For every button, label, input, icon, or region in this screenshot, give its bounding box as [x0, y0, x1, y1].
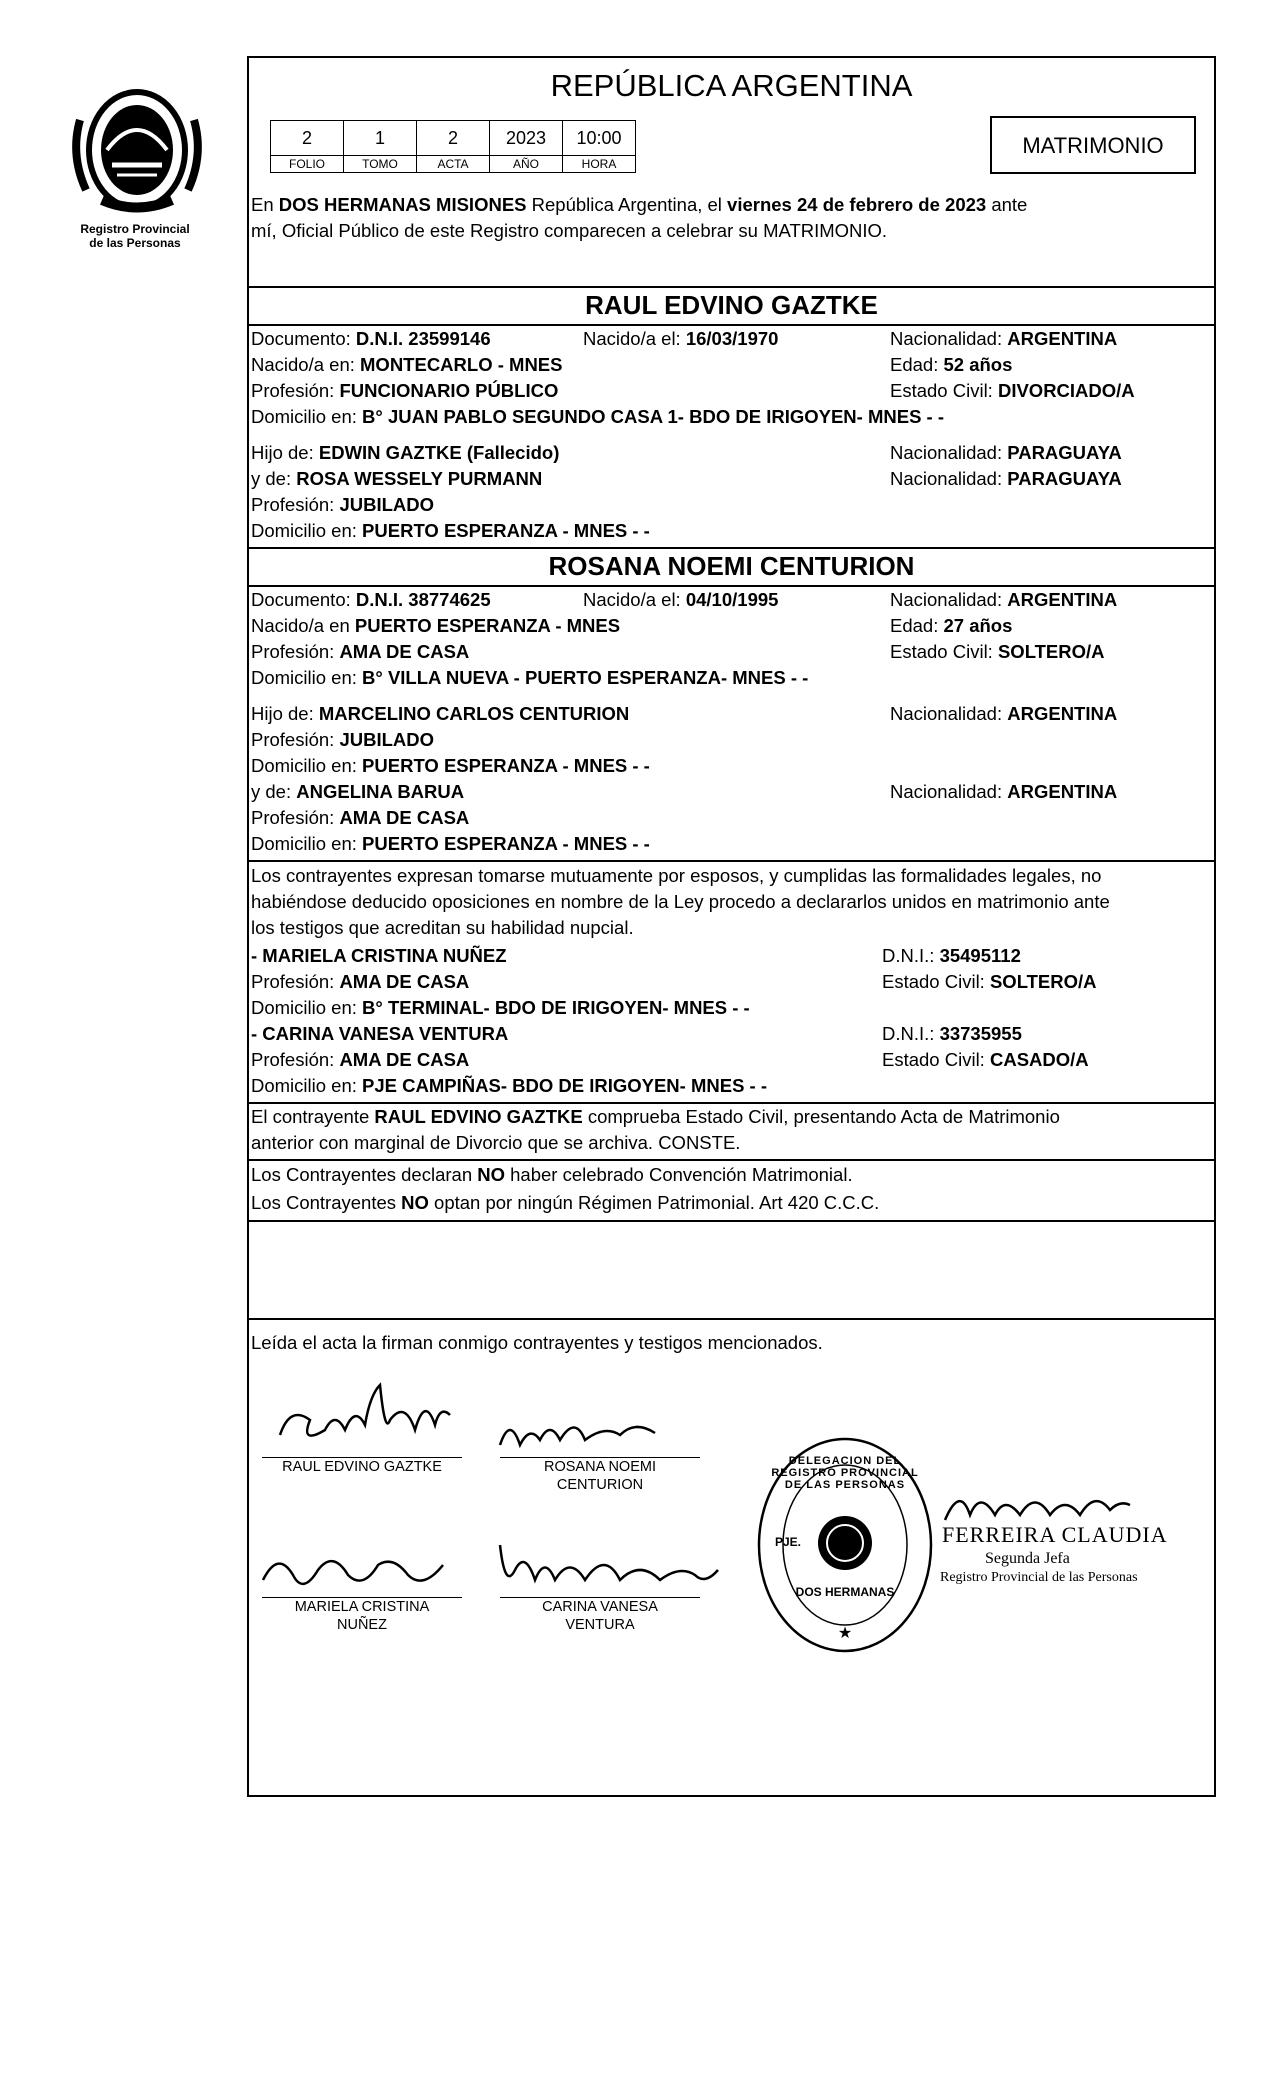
signature-witness1: [262, 1598, 462, 1634]
label: Domicilio en:: [251, 833, 363, 854]
label: y de:: [251, 468, 297, 489]
value: CASADO/A: [989, 1049, 1089, 1070]
intro-text: En: [251, 194, 279, 215]
spouse2-born: [583, 587, 778, 613]
spouse2-mother-address: [251, 831, 650, 857]
label: Estado Civil:: [890, 380, 998, 401]
label: Nacionalidad:: [890, 703, 1008, 724]
label: Domicilio en:: [251, 1075, 363, 1096]
spouse2-father-nationality: [890, 701, 1117, 727]
value: B° JUAN PABLO SEGUNDO CASA 1- BDO DE IRIGOYEN- MNES - -: [362, 406, 945, 427]
label: Profesión:: [251, 380, 340, 401]
tomo-value: 1: [344, 121, 417, 156]
label: Hijo de:: [251, 703, 319, 724]
spouse1-mother: [251, 466, 542, 492]
spouse2-mother-nationality: [890, 779, 1117, 805]
spouse1-profession: [251, 378, 558, 404]
signature-scribble: [495, 1405, 665, 1460]
text: haber celebrado Convención Matrimonial.: [505, 1164, 853, 1185]
value: ARGENTINA: [1007, 781, 1118, 802]
signature-scribble: [490, 1535, 730, 1600]
value: B° TERMINAL- BDO DE IRIGOYEN- MNES - -: [362, 997, 750, 1018]
label: Domicilio en:: [251, 667, 363, 688]
spouse1-father: [251, 440, 559, 466]
text: RAUL EDVINO GAZTKE: [374, 1106, 583, 1127]
label: Domicilio en:: [251, 520, 363, 541]
value: MARCELINO CARLOS CENTURION: [318, 703, 630, 724]
witness-intro-line: Los contrayentes expresan tomarse mutuamente por esposos, y cumplidas las formalidades legales, no: [251, 865, 1102, 886]
spouse2-civil-status: [890, 639, 1105, 665]
value: JUBILADO: [339, 494, 434, 515]
witness2-address: [251, 1073, 767, 1099]
value: FUNCIONARIO PÚBLICO: [339, 380, 559, 401]
spouse1-document: [251, 326, 491, 352]
witness-intro-line: los testigos que acreditan su habilidad nupcial.: [251, 917, 634, 938]
spouse1-mother-nationality: [890, 466, 1122, 492]
label: D.N.I.:: [882, 945, 940, 966]
signature-spouse1: RAUL EDVINO GAZTKE: [282, 1459, 442, 1475]
spouse2-nationality: [890, 587, 1117, 613]
logo-caption: [55, 222, 215, 250]
signature-name-line: CENTURION: [556, 1477, 644, 1493]
signature-spouse2: [500, 1458, 700, 1494]
acta-label: ACTA: [417, 156, 490, 173]
official-office: Registro Provincial de las Personas: [940, 1570, 1138, 1585]
hour-label: HORA: [563, 156, 636, 173]
spouse2-father: [251, 701, 629, 727]
label: Nacionalidad:: [890, 781, 1008, 802]
note-convention: [251, 1162, 853, 1188]
value: PUERTO ESPERANZA - MNES - -: [362, 520, 650, 541]
logo-caption-line2: de las Personas: [89, 236, 181, 250]
spouse2-birthplace: [251, 613, 620, 639]
spouse1-parents-address: [251, 518, 650, 544]
label: Edad:: [890, 615, 944, 636]
signature-name-line: ROSANA NOEMI: [544, 1459, 656, 1475]
logo-caption-line1: Registro Provincial: [80, 222, 190, 236]
spouse2-profession: [251, 639, 469, 665]
label: Nacido/a en: [251, 615, 355, 636]
value: D.N.I. 38774625: [355, 589, 491, 610]
label: Profesión:: [251, 494, 340, 515]
spouse1-address: [251, 404, 944, 430]
label: Nacionalidad:: [890, 442, 1008, 463]
tomo-label: TOMO: [344, 156, 417, 173]
signature-scribble: [270, 1375, 470, 1455]
value: B° VILLA NUEVA - PUERTO ESPERANZA- MNES - -: [362, 667, 809, 688]
value: MONTECARLO - MNES: [360, 354, 563, 375]
stamp-inner-text: PJE.: [775, 1535, 802, 1549]
closing-statement: Leída el acta la firman conmigo contrayentes y testigos mencionados.: [251, 1332, 823, 1353]
spouse2-address: [251, 665, 808, 691]
text: Los Contrayentes: [251, 1192, 402, 1213]
label: Nacido/a el:: [583, 328, 686, 349]
value: ARGENTINA: [1007, 328, 1118, 349]
spouse1-nationality: [890, 326, 1117, 352]
folio-value: 2: [271, 121, 344, 156]
stamp-ring-text: DELEGACION DEL REGISTRO PROVINCIAL DE LAS PERSONAS: [771, 1455, 919, 1491]
witness2-profession: [251, 1047, 469, 1073]
spouse1-birthplace: [251, 352, 562, 378]
value: AMA DE CASA: [339, 1049, 470, 1070]
intro-text: República Argentina, el: [526, 194, 728, 215]
witness-intro-line: habiéndose deducido oposiciones en nombre de la Ley procedo a declararlos unidos en matrimonio ante: [251, 891, 1110, 912]
label: Estado Civil:: [882, 1049, 990, 1070]
witness1-address: [251, 995, 750, 1021]
label: Profesión:: [251, 971, 340, 992]
note-civil-status-line2: anterior con marginal de Divorcio que se archiva. CONSTE.: [251, 1132, 741, 1153]
label: Nacionalidad:: [890, 468, 1008, 489]
value: SOLTERO/A: [997, 641, 1105, 662]
witness2-civil-status: [882, 1047, 1089, 1073]
spouse1-father-nationality: [890, 440, 1122, 466]
witness2-dni: [882, 1021, 1022, 1047]
label: Edad:: [890, 354, 944, 375]
label: Profesión:: [251, 1049, 340, 1070]
value: AMA DE CASA: [339, 807, 470, 828]
value: 16/03/1970: [685, 328, 779, 349]
divider: [247, 1220, 1216, 1222]
spouse2-document: [251, 587, 491, 613]
country-title: REPÚBLICA ARGENTINA: [550, 68, 913, 103]
label: Nacionalidad:: [890, 328, 1008, 349]
value: ARGENTINA: [1007, 589, 1118, 610]
intro-text: ante: [986, 194, 1028, 215]
text: NO: [401, 1192, 429, 1213]
value: 27 años: [943, 615, 1013, 636]
year-label: AÑO: [490, 156, 563, 173]
official-title: Segunda Jefa: [985, 1550, 1070, 1567]
value: PUERTO ESPERANZA - MNES - -: [362, 755, 650, 776]
value: 33735955: [939, 1023, 1022, 1044]
witness1-profession: [251, 969, 469, 995]
divider: [247, 860, 1216, 862]
label: D.N.I.:: [882, 1023, 940, 1044]
spouse1-civil-status: [890, 378, 1135, 404]
value: ARGENTINA: [1007, 703, 1118, 724]
text: El contrayente: [251, 1106, 375, 1127]
value: DIVORCIADO/A: [997, 380, 1135, 401]
intro-line-2: mí, Oficial Público de este Registro comparecen a celebrar su MATRIMONIO.: [251, 220, 888, 241]
value: 04/10/1995: [685, 589, 779, 610]
spouse1-age: [890, 352, 1012, 378]
year-value: 2023: [490, 121, 563, 156]
stamp-inner-text: DOS HERMANAS: [795, 1585, 895, 1599]
divider: [247, 1318, 1216, 1320]
value: JUBILADO: [339, 729, 434, 750]
witness2-name: - CARINA VANESA VENTURA: [251, 1023, 509, 1044]
spouse1-name: RAUL EDVINO GAZTKE: [585, 290, 878, 320]
label: Estado Civil:: [890, 641, 998, 662]
text: Los Contrayentes declaran: [251, 1164, 478, 1185]
label: Domicilio en:: [251, 755, 363, 776]
label: Profesión:: [251, 807, 340, 828]
label: Nacido/a en:: [251, 354, 361, 375]
label: Domicilio en:: [251, 406, 363, 427]
label: Profesión:: [251, 729, 340, 750]
spouse2-age: [890, 613, 1012, 639]
spouse2-name: ROSANA NOEMI CENTURION: [548, 551, 915, 581]
label: Hijo de:: [251, 442, 319, 463]
signature-name-line: NUÑEZ: [337, 1617, 387, 1633]
note-regime: [251, 1190, 879, 1216]
signature-name-line: CARINA VANESA: [542, 1599, 658, 1615]
value: SOLTERO/A: [989, 971, 1097, 992]
value: ANGELINA BARUA: [296, 781, 465, 802]
divider: [247, 1159, 1216, 1161]
label: Documento:: [251, 589, 356, 610]
spouse2-father-profession: [251, 727, 434, 753]
note-civil-status-line1: [251, 1104, 1060, 1130]
label: Estado Civil:: [882, 971, 990, 992]
witness1-dni: [882, 943, 1021, 969]
value: PUERTO ESPERANZA - MNES: [354, 615, 621, 636]
text: comprueba Estado Civil, presentando Acta de Matrimonio: [582, 1106, 1060, 1127]
value: 35495112: [939, 945, 1021, 966]
text: NO: [477, 1164, 505, 1185]
witness1-name: - MARIELA CRISTINA NUÑEZ: [251, 945, 507, 966]
register-numbers-table: [270, 120, 636, 173]
signature-scribble: [258, 1545, 458, 1600]
value: 52 años: [943, 354, 1013, 375]
label: Nacido/a el:: [583, 589, 686, 610]
official-name: FERREIRA CLAUDIA: [942, 1522, 1168, 1547]
label: y de:: [251, 781, 297, 802]
spouse2-father-address: [251, 753, 650, 779]
value: AMA DE CASA: [339, 971, 470, 992]
value: PARAGUAYA: [1007, 468, 1122, 489]
folio-label: FOLIO: [271, 156, 344, 173]
label: Documento:: [251, 328, 356, 349]
text: optan por ningún Régimen Patrimonial. Art 420 C.C.C.: [428, 1192, 880, 1213]
value: AMA DE CASA: [339, 641, 470, 662]
signature-witness2: [500, 1598, 700, 1634]
value: D.N.I. 23599146: [355, 328, 491, 349]
value: EDWIN GAZTKE (Fallecido): [318, 442, 560, 463]
signature-name-line: MARIELA CRISTINA: [294, 1599, 430, 1615]
intro-place: DOS HERMANAS MISIONES: [278, 194, 527, 215]
official-stamp: [755, 1435, 935, 1655]
intro-date: viernes 24 de febrero de 2023: [727, 194, 987, 215]
label: Nacionalidad:: [890, 589, 1008, 610]
value: PARAGUAYA: [1007, 442, 1122, 463]
value: ROSA WESSELY PURMANN: [296, 468, 543, 489]
acta-value: 2: [417, 121, 490, 156]
spouse1-parents-profession: [251, 492, 434, 518]
spouse2-mother: [251, 779, 464, 805]
value: PJE CAMPIÑAS- BDO DE IRIGOYEN- MNES - -: [362, 1075, 768, 1096]
hour-value: 10:00: [563, 121, 636, 156]
svg-text:★: ★: [837, 1623, 853, 1642]
spouse2-mother-profession: [251, 805, 469, 831]
witness1-civil-status: [882, 969, 1097, 995]
signature-name-line: VENTURA: [565, 1617, 635, 1633]
spouse1-born: [583, 326, 778, 352]
intro-line-1: [251, 192, 1027, 218]
label: Domicilio en:: [251, 997, 363, 1018]
value: PUERTO ESPERANZA - MNES - -: [362, 833, 650, 854]
label: Profesión:: [251, 641, 340, 662]
act-type-box: MATRIMONIO: [990, 116, 1196, 174]
